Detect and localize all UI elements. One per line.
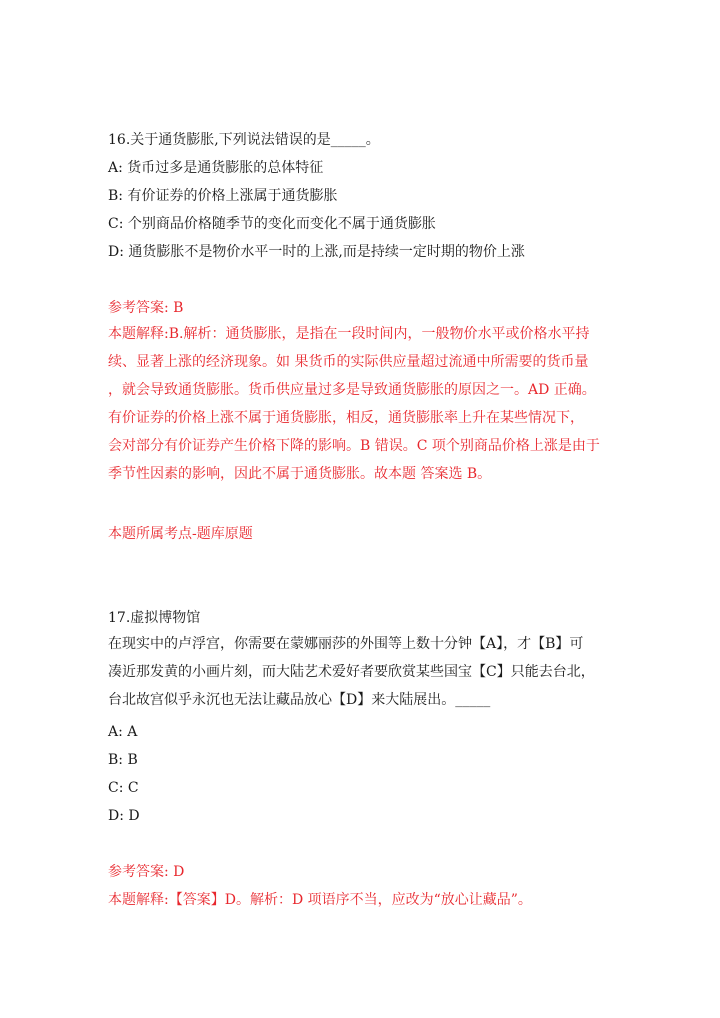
q16-explanation-line: 季节性因素的影响，因此不属于通货膨胀。故本题 答案选 B。 — [108, 466, 492, 482]
q16-stem: 16.关于通货膨胀,下列说法错误的是_____。 — [108, 132, 380, 148]
q17-stem-line: 台北故宫似乎永沉也无法让藏品放心【D】来大陆展出。_____ — [108, 692, 491, 708]
q16-explanation-line: 本题解释:B.解析：通货膨胀，是指在一段时间内，一般物价水平或价格水平持 — [108, 326, 590, 342]
q16-option-d: D: 通货膨胀不是物价水平一时的上涨,而是持续一定时期的物价上涨 — [108, 244, 525, 260]
q16-explanation-line: 有价证券的价格上涨不属于通货膨胀，相反，通货膨胀率上升在某些情况下， — [108, 410, 584, 426]
q17-option-b: B: B — [108, 752, 138, 768]
q17-option-a: A: A — [108, 724, 138, 740]
q17-stem-line: 在现实中的卢浮宫，你需要在蒙娜丽莎的外围等上数十分钟【A】，才【B】可 — [108, 636, 584, 652]
q17-option-c: C: C — [108, 780, 139, 796]
q16-answer: 参考答案: B — [108, 300, 184, 316]
q17-stem — [108, 630, 613, 714]
q16-option-c: C: 个别商品价格随季节的变化而变化不属于通货膨胀 — [108, 216, 436, 232]
q16-explanation-line: ，就会导致通货膨胀。货币供应量过多是导致通货膨胀的原因之一。AD 正确。 — [108, 382, 596, 398]
q16-option-a: A: 货币过多是通货膨胀的总体特征 — [108, 160, 324, 176]
q17-option-d: D: D — [108, 808, 140, 824]
q16-option-b: B: 有价证券的价格上涨属于通货膨胀 — [108, 188, 338, 204]
q16-explanation — [108, 320, 613, 488]
q16-category: 本题所属考点-题库原题 — [108, 526, 253, 542]
q17-stem-line: 凑近那发黄的小画片刻，而大陆艺术爱好者要欣赏某些国宝【C】只能去台北， — [108, 664, 595, 680]
q17-title: 17.虚拟博物馆 — [108, 610, 201, 626]
q16-explanation-line: 续、显著上涨的经济现象。如 果货币的实际供应量超过流通中所需要的货币量 — [108, 354, 589, 370]
q16-explanation-line: 会对部分有价证券产生价格下降的影响。B 错误。C 项个别商品价格上涨是由于 — [108, 438, 600, 454]
q17-explanation: 本题解释:【答案】D。解析：D 项语序不当，应改为“放心让藏品”。 — [108, 892, 532, 908]
q17-answer: 参考答案: D — [108, 864, 185, 880]
